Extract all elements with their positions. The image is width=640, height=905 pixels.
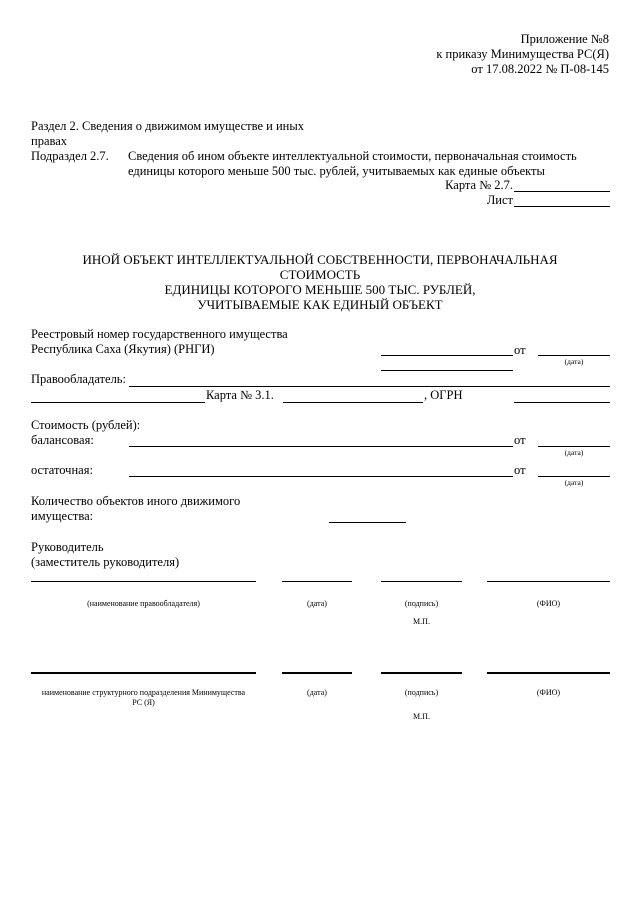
- unit-name-field[interactable]: [31, 672, 256, 674]
- holder-name-caption: (наименование правообладателя): [87, 599, 200, 608]
- holder-name-field[interactable]: [31, 581, 256, 582]
- date-hint: (дата): [564, 357, 584, 366]
- stamp-place-2: М.П.: [413, 712, 430, 721]
- registry-number-field[interactable]: [381, 355, 513, 356]
- form-heading-1: ИНОЙ ОБЪЕКТ ИНТЕЛЛЕКТУАЛЬНОЙ СОБСТВЕННОСТИ, ПЕРВОНАЧАЛЬНАЯ: [82, 252, 558, 267]
- registry-from: от: [514, 343, 526, 357]
- section-title: Раздел 2. Сведения о движимом имуществе и иных: [31, 119, 304, 133]
- card-label: Карта № 2.7.: [445, 178, 513, 192]
- stamp-place: М.П.: [413, 617, 430, 626]
- sheet-label: Лист: [486, 193, 513, 207]
- rightholder-field[interactable]: [129, 386, 610, 387]
- rightholder-field-2[interactable]: [31, 402, 205, 403]
- residual-date-field[interactable]: [538, 476, 610, 477]
- signature-field-2[interactable]: [381, 672, 462, 674]
- quantity-field[interactable]: [329, 522, 406, 523]
- registry-date-field[interactable]: [538, 355, 610, 356]
- head-label: Руководитель: [31, 540, 104, 554]
- residual-label: остаточная:: [31, 463, 93, 477]
- fio-caption-2: (ФИО): [536, 688, 561, 697]
- quantity-label: Количество объектов иного движимого: [31, 494, 241, 508]
- card-number-field[interactable]: [514, 191, 610, 192]
- sheet-number-field[interactable]: [514, 206, 610, 207]
- order-reference: к приказу Минимущества РС(Я): [436, 47, 609, 61]
- form-heading-4: УЧИТЫВАЕМЫЕ КАК ЕДИНЫЙ ОБЪЕКТ: [197, 297, 443, 312]
- date-hint: (дата): [564, 478, 584, 487]
- sign-date-field[interactable]: [282, 581, 352, 582]
- date-caption-2: (дата): [307, 688, 327, 697]
- signature-field[interactable]: [381, 581, 462, 582]
- residual-from: от: [514, 463, 526, 477]
- fio-field[interactable]: [487, 581, 610, 582]
- balance-label: балансовая:: [31, 433, 94, 447]
- sign-date-field-2[interactable]: [282, 672, 352, 674]
- quantity-label-cont: имущества:: [31, 509, 94, 523]
- registry-extra-field[interactable]: [381, 370, 513, 371]
- form-heading-2: СТОИМОСТЬ: [279, 267, 361, 282]
- date-caption: (дата): [307, 599, 327, 608]
- registry-label-cont: Республика Саха (Якутия) (РНГИ): [31, 342, 215, 356]
- balance-value-field[interactable]: [129, 446, 513, 447]
- residual-value-field[interactable]: [129, 476, 513, 477]
- fio-field-2[interactable]: [487, 672, 610, 674]
- registry-label: Реестровый номер государственного имущества: [31, 327, 288, 341]
- balance-date-field[interactable]: [538, 446, 610, 447]
- subsection-text: Сведения об ином объекте интеллектуальной стоимости, первоначальная стоимость: [128, 149, 577, 163]
- appendix-number: Приложение №8: [520, 32, 609, 46]
- section-title-cont: правах: [31, 134, 68, 148]
- cost-label: Стоимость (рублей):: [31, 418, 141, 432]
- subsection-label: Подраздел 2.7.: [31, 149, 109, 163]
- balance-from: от: [514, 433, 526, 447]
- date-hint: (дата): [564, 448, 584, 457]
- unit-name-caption: наименование структурного подразделения Минимущества: [41, 688, 246, 697]
- subsection-text-cont: единицы которого меньше 500 тыс. рублей, учитываемых как единые объекты: [128, 164, 545, 178]
- head-label-cont: (заместитель руководителя): [31, 555, 180, 569]
- ogrn-label: , ОГРН: [424, 388, 463, 402]
- unit-name-caption-cont: РС (Я): [132, 698, 155, 707]
- order-date: от 17.08.2022 № П-08-145: [471, 62, 609, 76]
- fio-caption: (ФИО): [536, 599, 561, 608]
- signature-caption: (подпись): [404, 599, 439, 608]
- card31-number-field[interactable]: [283, 402, 423, 403]
- ogrn-field[interactable]: [514, 402, 610, 403]
- signature-caption-2: (подпись): [404, 688, 439, 697]
- form-heading-3: ЕДИНИЦЫ КОТОРОГО МЕНЬШЕ 500 ТЫС. РУБЛЕЙ,: [164, 282, 476, 297]
- rightholder-label: Правообладатель:: [31, 372, 126, 386]
- card31-label: Карта № 3.1.: [206, 388, 274, 402]
